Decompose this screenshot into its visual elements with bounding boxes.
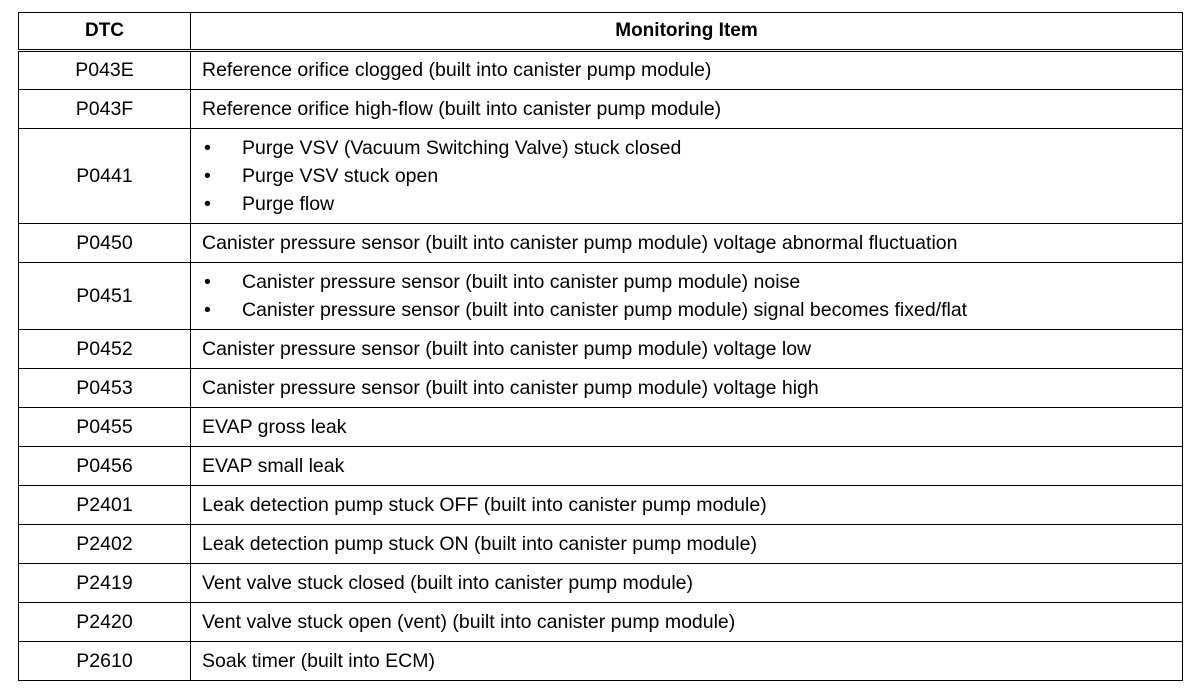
table-row xyxy=(19,369,1183,408)
header-dtc: DTC xyxy=(19,13,191,51)
header-row xyxy=(19,13,1183,51)
list-item-text: Purge VSV (Vacuum Switching Valve) stuck closed xyxy=(242,137,682,159)
header-monitoring-item: Monitoring Item xyxy=(191,13,1183,51)
table-body xyxy=(19,51,1183,681)
table-row xyxy=(19,129,1183,224)
monitoring-item-cell: Reference orifice clogged (built into canister pump module) xyxy=(191,51,1183,90)
monitoring-item-list xyxy=(202,268,1182,324)
list-item-text: Canister pressure sensor (built into canister pump module) signal becomes fixed/flat xyxy=(242,299,968,321)
dtc-code-cell: P0452 xyxy=(19,330,191,369)
list-item xyxy=(202,268,1182,296)
dtc-code-cell: P043E xyxy=(19,51,191,90)
table-row xyxy=(19,330,1183,369)
dtc-code-cell: P2420 xyxy=(19,603,191,642)
dtc-code-cell: P043F xyxy=(19,90,191,129)
monitoring-item-cell: Leak detection pump stuck ON (built into canister pump module) xyxy=(191,525,1183,564)
monitoring-item-cell: Leak detection pump stuck OFF (built into canister pump module) xyxy=(191,486,1183,525)
monitoring-item-list xyxy=(202,134,1182,218)
dtc-code-cell: P0456 xyxy=(19,447,191,486)
monitoring-item-cell: Soak timer (built into ECM) xyxy=(191,642,1183,681)
table-row xyxy=(19,408,1183,447)
table-row xyxy=(19,90,1183,129)
dtc-code-cell: P0453 xyxy=(19,369,191,408)
table-row xyxy=(19,564,1183,603)
table-row xyxy=(19,642,1183,681)
dtc-code-cell: P2419 xyxy=(19,564,191,603)
dtc-code-cell: P0451 xyxy=(19,263,191,330)
bullet-icon: • xyxy=(204,299,211,321)
monitoring-item-cell xyxy=(191,263,1183,330)
bullet-icon: • xyxy=(204,137,211,159)
list-item-text: Canister pressure sensor (built into canister pump module) noise xyxy=(242,271,801,293)
monitoring-item-cell: Reference orifice high-flow (built into canister pump module) xyxy=(191,90,1183,129)
table-row xyxy=(19,51,1183,90)
bullet-icon: • xyxy=(204,165,211,187)
monitoring-item-cell xyxy=(191,129,1183,224)
bullet-icon: • xyxy=(204,193,211,215)
monitoring-item-cell: Canister pressure sensor (built into canister pump module) voltage high xyxy=(191,369,1183,408)
table-header xyxy=(19,13,1183,51)
list-item-text: Purge flow xyxy=(242,193,335,215)
table-row xyxy=(19,447,1183,486)
monitoring-item-cell: EVAP gross leak xyxy=(191,408,1183,447)
dtc-code-cell: P2610 xyxy=(19,642,191,681)
dtc-code-cell: P0450 xyxy=(19,224,191,263)
bullet-icon: • xyxy=(204,271,211,293)
dtc-monitoring-table xyxy=(18,12,1183,681)
dtc-code-cell: P2402 xyxy=(19,525,191,564)
monitoring-item-cell: Vent valve stuck closed (built into canister pump module) xyxy=(191,564,1183,603)
table-row xyxy=(19,525,1183,564)
dtc-code-cell: P2401 xyxy=(19,486,191,525)
list-item xyxy=(202,190,1182,218)
list-item xyxy=(202,296,1182,324)
dtc-code-cell: P0441 xyxy=(19,129,191,224)
monitoring-item-cell: Canister pressure sensor (built into canister pump module) voltage abnormal fluctuation xyxy=(191,224,1183,263)
list-item xyxy=(202,134,1182,162)
table-row xyxy=(19,486,1183,525)
list-item-text: Purge VSV stuck open xyxy=(242,165,439,187)
monitoring-item-cell: Canister pressure sensor (built into canister pump module) voltage low xyxy=(191,330,1183,369)
table-row xyxy=(19,263,1183,330)
dtc-code-cell: P0455 xyxy=(19,408,191,447)
table-row xyxy=(19,224,1183,263)
list-item xyxy=(202,162,1182,190)
monitoring-item-cell: EVAP small leak xyxy=(191,447,1183,486)
monitoring-item-cell: Vent valve stuck open (vent) (built into canister pump module) xyxy=(191,603,1183,642)
table-row xyxy=(19,603,1183,642)
